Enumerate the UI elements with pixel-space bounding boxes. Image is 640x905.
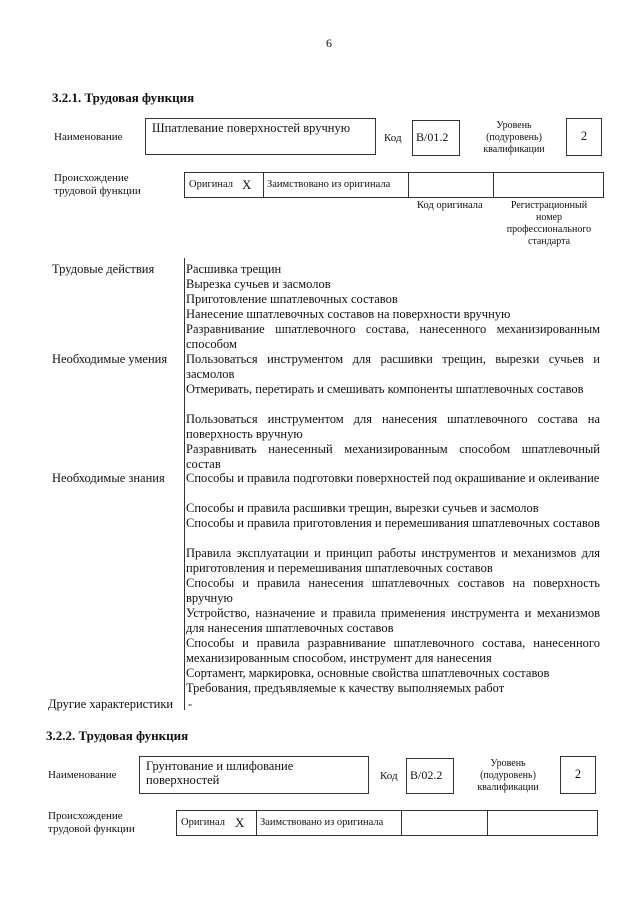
level-label: Уровень (подуровень) квалификации [477,758,539,793]
code-field: B/02.2 [406,758,454,794]
origin-label: Происхождение трудовой функции [54,172,141,197]
level-label: Уровень (подуровень) квалификации [483,120,545,155]
knowledge-item: Способы и правила приготовления и перемешивания шпатлевочных составов [186,516,600,530]
name-label: Наименование [48,769,117,781]
section-title-322: 3.2.2. Трудовая функция [46,728,189,743]
action-item: Нанесение шпатлевочных составов на поверхности вручную [186,307,511,321]
origin-table [176,810,598,836]
knowledge-item: Способы и правила разравнивание шпатлевочного состава, нанесенного механизированным способом, инструмент для нанесения [186,636,600,665]
code-field: B/01.2 [412,120,460,156]
level-field: 2 [560,756,596,794]
knowledge-item: Способы и правила подготовки поверхностей под окрашивание и оклеивание [186,471,600,485]
borrowed-label: Заимствовано из оригинала [267,179,391,190]
function-name-field: Грунтование и шлифование поверхностей [139,756,369,794]
skill-item: Пользоваться инструментом для нанесения шпатлевочного состава на поверхность вручную [186,412,600,441]
knowledge-item: Требования, предъявляемые к качеству выполняемых работ [186,681,505,695]
knowledge-item: Правила эксплуатации и принцип работы инструментов и механизмов для приготовления и перемешивания шпатлевочных составов [186,546,600,575]
origin-label: Происхождение трудовой функции [48,810,135,835]
knowledge-item: Сортамент, маркировка, основные свойства шпатлевочных составов [186,666,550,680]
knowledge-label: Необходимые знания [52,471,165,485]
original-label: Оригинал [189,179,233,190]
original-mark: X [242,177,252,192]
name-label: Наименование [54,131,123,143]
action-item: Вырезка сучьев и засмолов [186,277,331,291]
reg-number-label: Регистрационный номер профессионального стандарта [506,200,592,247]
other-value: - [188,697,193,711]
action-item: Приготовление шпатлевочных составов [186,292,398,306]
origin-table [184,172,604,198]
page-number: 6 [326,36,332,50]
borrowed-label: Заимствовано из оригинала [260,817,384,828]
level-field: 2 [566,118,602,156]
other-label: Другие характеристики [48,697,174,711]
section-title-321: 3.2.1. Трудовая функция [52,90,195,105]
function-name-field: Шпатлевание поверхностей вручную [145,118,376,155]
original-mark: X [235,815,245,830]
skill-item: Отмеривать, перетирать и смешивать компоненты шпатлевочных составов [186,382,584,396]
original-label: Оригинал [181,817,225,828]
knowledge-item: Устройство, назначение и правила применения инструмента и механизмов для нанесения шпатлевочных составов [186,606,600,635]
code-original-label: Код оригинала [417,200,483,211]
skill-item: Разравнивать нанесенный механизированным способом шпатлевочный состав [186,442,600,471]
knowledge-item: Способы и правила нанесения шпатлевочных составов на поверхность вручную [186,576,600,605]
skills-label: Необходимые умения [52,352,168,366]
knowledge-item: Способы и правила расшивки трещин, вырезки сучьев и засмолов [186,501,539,515]
skill-item: Пользоваться инструментом для расшивки трещин, вырезки сучьев и засмолов [186,352,600,381]
actions-label: Трудовые действия [52,262,155,276]
code-label: Код [384,132,402,144]
action-item: Расшивка трещин [186,262,282,276]
action-item: Разравнивание шпатлевочного состава, нанесенного механизированным способом [186,322,600,351]
code-label: Код [380,770,398,782]
